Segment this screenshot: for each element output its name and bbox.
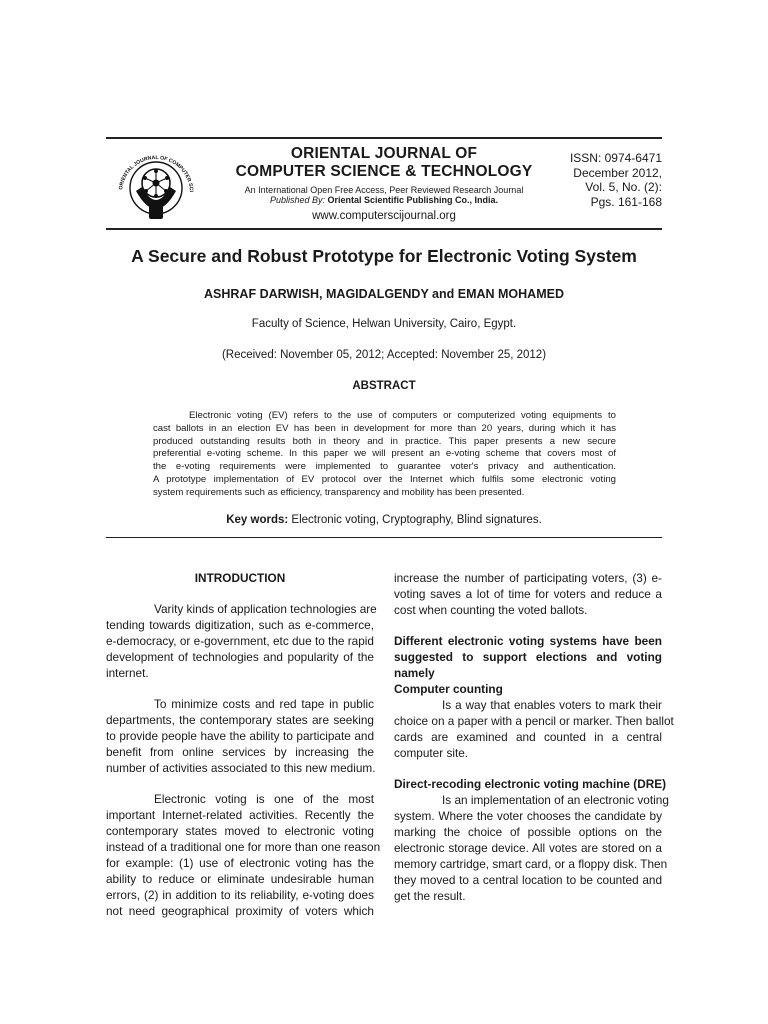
volume: Vol. 5, No. (2): (585, 180, 662, 194)
paragraph-line: to provide people have the ability to participate and (106, 729, 374, 743)
journal-logo-icon (108, 143, 204, 225)
header-top-rule (106, 137, 662, 139)
paragraph-line: get the result. (394, 889, 466, 903)
abstract-line: preferential e-voting scheme. In this paper we will present an e-voting scheme that covers most of (153, 448, 616, 460)
keywords-label: Key words: (226, 514, 289, 526)
paragraph-line: choice on a paper with a pencil or marker. Then ballot (394, 714, 674, 728)
paragraph-line: important Internet-related activities. Recently the (106, 808, 374, 822)
paragraph-line: internet. (106, 666, 149, 680)
received-dates: (Received: November 05, 2012; Accepted: November 25, 2012) (221, 349, 547, 361)
publisher-label: Published By: (269, 195, 325, 205)
body-column-left (106, 570, 381, 919)
journal-description: An International Open Free Access, Peer Reviewed Research Journal (244, 185, 524, 195)
paragraph-line: memory cartridge, smart card, or a floppy disk. Then (394, 857, 668, 871)
abstract-heading: ABSTRACT (352, 380, 416, 392)
paragraph-line: e-democracy, or e-government, etc due to the rapid (106, 634, 374, 648)
paragraph-line: benefit from online services by increasing the (106, 745, 374, 759)
paragraph-line: tending towards digitization, such as e-commerce, (106, 618, 374, 632)
body-column-right (394, 570, 674, 904)
paragraph-line: number of activities associated to this new medium. (106, 761, 376, 775)
computer-counting-heading: Computer counting (394, 682, 503, 696)
abstract-line: produced outstanding results both in theory and in practice. This paper presents a new secure (153, 435, 616, 447)
paragraph-line: not need geographical proximity of voters which (106, 904, 374, 918)
paragraph-line: contemporary states moved to electronic voting (106, 824, 374, 838)
paragraph-line: Is a way that enables voters to mark their (442, 698, 662, 712)
section-heading-line: suggested to support elections and voting (394, 650, 662, 664)
paragraph-line: instead of a traditional one for more than one reason (106, 840, 381, 854)
abstract-line: Electronic voting (EV) refers to the use of computers or computerized voting equipments to (189, 410, 616, 421)
dre-heading: Direct-recoding electronic voting machine (DRE) (394, 777, 667, 791)
issue-date: December 2012, (573, 165, 662, 180)
affiliation: Faculty of Science, Helwan University, Cairo, Egypt. (251, 318, 517, 330)
paragraph-line: development of technologies and popularity of the (106, 650, 374, 664)
section-heading-line: Different electronic voting systems have been (394, 634, 662, 648)
abstract-line: system requirements such as efficiency, transparency and mobility has been presented. (153, 486, 525, 498)
header-bottom-rule (106, 228, 662, 230)
paragraph-line: errors, (2) in addition to its reliability, e-voting does (106, 888, 374, 902)
abstract-text (153, 410, 616, 500)
abstract-line: cast ballots in an election EV has been in development for more than 20 years, during which it has (153, 422, 616, 434)
paragraph-line: system. Where the voter chooses the candidate by (394, 809, 662, 823)
abstract-bottom-rule (106, 537, 662, 538)
keywords (106, 514, 662, 526)
paragraph-line: cost when counting the voted ballots. (394, 603, 588, 617)
journal-website-link[interactable]: www.computerscijournal.org (312, 210, 456, 222)
paragraph-line: voting saves a lot of time for voters and reduce a (394, 587, 662, 601)
journal-publisher (220, 195, 548, 205)
page-range: Pgs. 161-168 (590, 194, 662, 209)
paragraph-line: Varity kinds of application technologies are (154, 602, 377, 616)
paragraph-line: increase the number of participating voters, (3) e- (394, 571, 662, 585)
paragraph-line: ability to reduce or eliminate undesirable human (106, 872, 374, 886)
paragraph-line: they moved to a central location to be counted and (394, 873, 662, 887)
paragraph-line: electronic storage device. All votes are stored on a (394, 841, 662, 855)
paragraph-line: Is an implementation of an electronic voting (442, 793, 669, 807)
paragraph-line: To minimize costs and red tape in public (154, 697, 374, 711)
section-heading-line: namely (394, 666, 435, 680)
authors: ASHRAF DARWISH, MAGIDALGENDY and EMAN MOHAMED (204, 287, 564, 301)
paragraph-line: computer site. (394, 746, 469, 760)
journal-title-line-1: ORIENTAL JOURNAL OF (290, 145, 478, 162)
paragraph-line: Electronic voting is one of the most (154, 792, 374, 806)
issn-block (552, 151, 662, 209)
logo-arc-text: ORIENTAL JOURNAL OF COMPUTER SCI (118, 154, 194, 193)
abstract-line: the e-voting requirements were implemented to guarantee voter's privacy and authentication. (153, 461, 616, 473)
paper-title: A Secure and Robust Prototype for Electronic Voting System (131, 246, 637, 266)
publisher-name: Oriental Scientific Publishing Co., India. (327, 195, 499, 205)
paragraph-line: cards are examined and counted in a central (394, 730, 662, 744)
keywords-list: Electronic voting, Cryptography, Blind signatures. (291, 514, 542, 526)
abstract-line: A prototype implementation of EV protocol over the Internet which fulfils some electronic voting (153, 473, 616, 485)
paragraph-line: departments, the contemporary states are seeking (106, 713, 374, 727)
issn: ISSN: 0974-6471 (569, 151, 662, 165)
journal-title-line-2: COMPUTER SCIENCE & TECHNOLOGY (235, 163, 533, 180)
introduction-heading: INTRODUCTION (194, 571, 286, 585)
paragraph-line: marking the choice of possible options on the (394, 825, 662, 839)
paragraph-line: for example: (1) use of electronic voting has the (106, 856, 374, 870)
